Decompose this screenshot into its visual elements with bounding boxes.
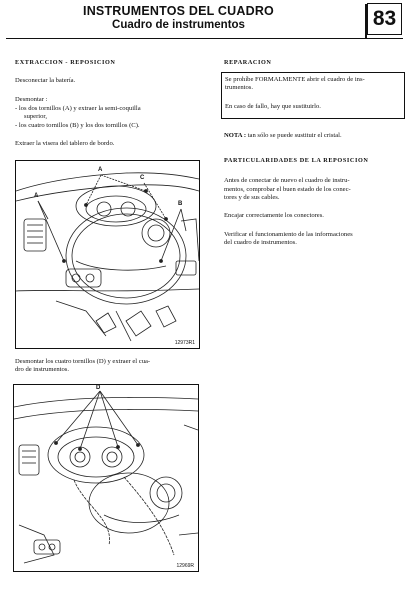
- note: [224, 132, 342, 139]
- page-subtitle: Cuadro de instrumentos: [112, 19, 245, 31]
- page-number-badge: 83: [367, 3, 402, 35]
- step-remove-item-2: - los cuatro tornillos (B) y los dos tornillos (C).: [15, 122, 140, 129]
- page-title: INSTRUMENTOS DEL CUADRO: [83, 4, 274, 18]
- step-disconnect-battery: Desconectar la batería.: [15, 77, 76, 84]
- step-remove-item-1-cont: superior,: [24, 113, 47, 120]
- section-title-extraccion: EXTRACCION - REPOSICION: [15, 59, 116, 66]
- dashboard-illustration: [16, 161, 199, 348]
- reassembly-check-line2: mentos, comprobar el buen estado de los conec-: [224, 186, 351, 193]
- step-extract-visor: Extraer la visera del tablero de bordo.: [15, 140, 115, 147]
- section-title-reparacion: REPARACION: [224, 59, 272, 66]
- callout-c: C: [140, 175, 145, 181]
- note-label: NOTA :: [224, 132, 247, 139]
- warning-line-2: trumentos.: [225, 84, 254, 92]
- page-header: [6, 2, 403, 39]
- reassembly-check-line3: tores y de sus cables.: [224, 194, 280, 201]
- reassembly-verify-line1: Verificar el funcionamiento de las informaciones: [224, 231, 353, 238]
- step-remove-item-1: - los dos tornillos (A) y extraer la semi-coquilla: [15, 105, 141, 112]
- warning-box: [221, 72, 405, 119]
- warning-replace: En caso de fallo, hay que sustituirlo.: [225, 103, 321, 110]
- step-remove-heading: Desmontar :: [15, 96, 48, 103]
- callout-a-top: A: [98, 167, 103, 173]
- cluster-illustration: [14, 385, 198, 571]
- section-title-particularidades: PARTICULARIDADES DE LA REPOSICION: [224, 157, 369, 164]
- reassembly-verify-line2: del cuadro de instrumentos.: [224, 239, 297, 246]
- callout-d: D: [96, 385, 101, 391]
- step-remove-cluster-line2: dro de instrumentos.: [15, 366, 70, 373]
- figure-ref-1: 12973R1: [174, 340, 195, 346]
- figure-dashboard-screws: [15, 160, 200, 349]
- callout-b: B: [178, 201, 183, 207]
- callout-a-left: A: [34, 193, 39, 199]
- warning-text: [225, 76, 401, 93]
- note-text: tan sólo se puede sustituir el cristal.: [246, 132, 342, 139]
- figure-cluster-screws: [13, 384, 199, 572]
- step-remove-cluster-line1: Desmontar los cuatro tornillos (D) y extraer el cua-: [15, 358, 151, 365]
- reassembly-check-line1: Antes de conectar de nuevo el cuadro de instru-: [224, 177, 350, 184]
- reassembly-connectors: Encajar correctamente los conectores.: [224, 212, 324, 219]
- warning-line-1: Se prohíbe FORMALMENTE abrir el cuadro de ins-: [225, 76, 365, 83]
- figure-ref-2: 12969R: [176, 563, 194, 569]
